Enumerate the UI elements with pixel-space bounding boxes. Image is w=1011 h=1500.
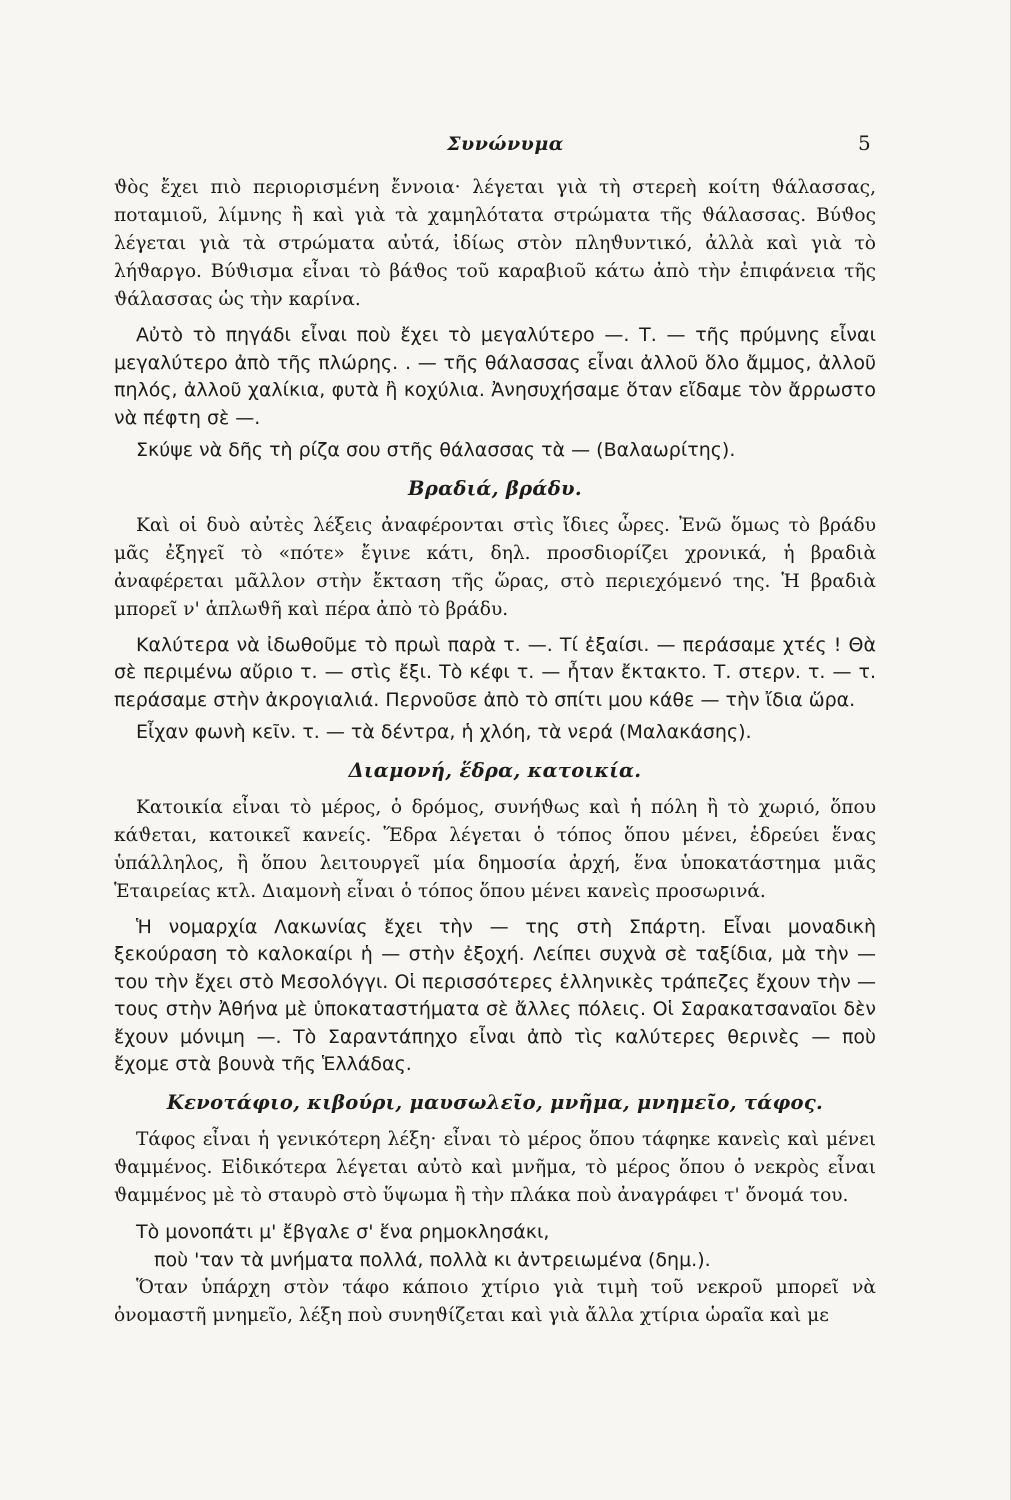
example-quote: Σκύψε νὰ δῆς τὴ ρίζα σου στῆς θάλασσας τὰ — (Βαλαωρίτης). (136, 439, 736, 461)
definition-paragraph: Ὅταν ὑπάρχη στὸν τάφο κάποιο χτίριο γιὰ τιμὴ τοῦ νεκροῦ μπορεῖ νὰ ὀνομαστῆ μνημεῖο, λέξη ποὺ συνηϑίζεται καὶ γιὰ ἄλλα χτίρια ὡραῖα καὶ με (114, 1276, 876, 1326)
definition-paragraph: Τάφος εἶναι ἡ γενικότερη λέξη· εἶναι τὸ μέρος ὅπου τάφηκε κανεὶς καὶ μένει ϑαμμένος. Εἰδικότερα λέγεται αὐτὸ καὶ μνῆμα, τὸ μέρος ὅπου ὁ νεκρὸς εἶναι ϑαμμένος μὲ τὸ σταυρὸ στὸ ὕψωμα ἢ τὴν πλάκα ποὺ ἀναγράφει τ' ὄνομά του. (114, 1128, 876, 1206)
verse-line: ποὺ 'ταν τὰ μνήματα πολλά, πολλὰ κι ἀντρειωμένα (δημ.). (154, 1248, 711, 1271)
example-paragraph: Καλύτερα νὰ ἰδωθοῦμε τὸ πρωὶ παρὰ τ. —. Τί ἐξαίσι. — περάσαμε χτές ! Θὰ σὲ περιμένω αὔριο τ. — στὶς ἔξι. Τὸ κέφι τ. — ἦταν ἔκτακτο. Τ. στερν. τ. — τ. περάσαμε στὴν ἀκρογιαλιά. Περνοῦσε ἀπὸ τὸ σπίτι μου κάθε — τὴν ἴδια ὥρα. (114, 633, 876, 711)
example-paragraph: Ἡ νομαρχία Λακωνίας ἔχει τὴν — της στὴ Σπάρτη. Εἶναι μοναδικὴ ξεκούραση τὸ καλοκαίρι ἡ — στὴν ἐξοχή. Λείπει συχνὰ σὲ ταξίδια, μὰ τὴν — του τὴν ἔχει στὸ Μεσολόγγι. Οἱ περισσότερες ἑλληνικὲς τράπεζες ἔχουν τὴν — τους στὴν Ἀθήνα μὲ ὑποκαταστήματα σὲ ἄλλες πόλεις. Οἱ Σαρακατσαναῖοι δὲν ἔχουν μόνιμη —. Τὸ Σαραντάπηχο εἶναι ἀπὸ τὶς καλύτερες θερινὲς — ποὺ ἔχομε στὰ βουνὰ τῆς Ἑλλάδας. (114, 915, 876, 1075)
example-quote: Εἶχαν φωνὴ κεῖν. τ. — τὰ δέντρα, ἡ χλόη, τὰ νερά (Μαλακάσης). (136, 721, 752, 743)
definition-paragraph: Κατοικία εἶναι τὸ μέρος, ὁ δρόμος, συνήϑως καὶ ἡ πόλη ἢ τὸ χωριό, ὅπου κάϑεται, κατοικεῖ κανείς. Ἕδρα λέγεται ὁ τόπος ὅπου μένει, ἑδρεύει ἕνας ὑπάλληλος, ἢ ὅπου λειτουργεῖ μία δημοσία ἀρχή, ἕνα ὑποκατάστημα μιᾶς Ἑταιρείας κτλ. Διαμονὴ εἶναι ὁ τόπος ὅπου μένει κανεὶς προσωρινά. (114, 796, 876, 902)
example-paragraph: Αὐτὸ τὸ πηγάδι εἶναι ποὺ ἔχει τὸ μεγαλύτερο —. Τ. — τῆς πρύμνης εἶναι μεγαλύτερο ἀπὸ τῆς πλώρης. . — τῆς θάλασσας εἶναι ἀλλοῦ ὅλο ἄμμος, ἀλλοῦ πηλός, ἀλλοῦ χαλίκια, φυτὰ ἢ κοχύλια. Ἀνησυχήσαμε ὅταν εἴδαμε τὸν ἄρρωστο νὰ πέφτη σὲ —. (114, 324, 876, 429)
definition-paragraph: Καὶ οἱ δυὸ αὐτὲς λέξεις ἀναφέρονται στὶς ἴδιες ὧρες. Ἐνῶ ὅμως τὸ βράδυ μᾶς ἐξηγεῖ τὸ «πότε» ἔγινε κάτι, δηλ. προσδιορίζει χρονικά, ἡ βραδιὰ ἀναφέρεται μᾶλλον στὴν ἔκταση τῆς ὥρας, στὸ περιεχόμενό της. Ἡ βραδιὰ μπορεῖ ν' ἁπλωϑῆ καὶ πέρα ἀπὸ τὸ βράδυ. (114, 514, 876, 620)
verse-quote (114, 1218, 876, 1274)
page-body (114, 174, 876, 1338)
entry-heading: Διαμονή, ἕδρα, κατοικία. (348, 758, 642, 782)
page-number: 5 (858, 131, 871, 155)
entry-heading: Βραδιά, βράδυ. (408, 476, 582, 500)
entry-heading: Κενοτάφιο, κιβούρι, μαυσωλεῖο, μνῆμα, μνημεῖο, τάφος. (166, 1090, 824, 1114)
running-head: Συνώνυμα (447, 133, 564, 155)
verse-line: Τὸ μονοπάτι μ' ἔβγαλε σ' ἕνα ρημοκλησάκι, (136, 1220, 550, 1243)
definition-paragraph: ϑὸς ἔχει πιὸ περιορισμένη ἔννοια· λέγεται γιὰ τὴ στερεὴ κοίτη ϑάλασσας, ποταμιοῦ, λίμνης ἢ καὶ γιὰ τὰ χαμηλότατα στρώματα τῆς ϑάλασσας. Βύϑος λέγεται γιὰ τὰ στρώματα αὐτά, ἰδίως στὸν πληϑυντικό, ἀλλὰ καὶ γιὰ τὸ λήϑαργο. Βύϑισμα εἶναι τὸ βάϑος τοῦ καραβιοῦ κάτω ἀπὸ τὴν ἐπιφάνεια τῆς ϑάλασσας ὡς τὴν καρίνα. (114, 177, 876, 310)
